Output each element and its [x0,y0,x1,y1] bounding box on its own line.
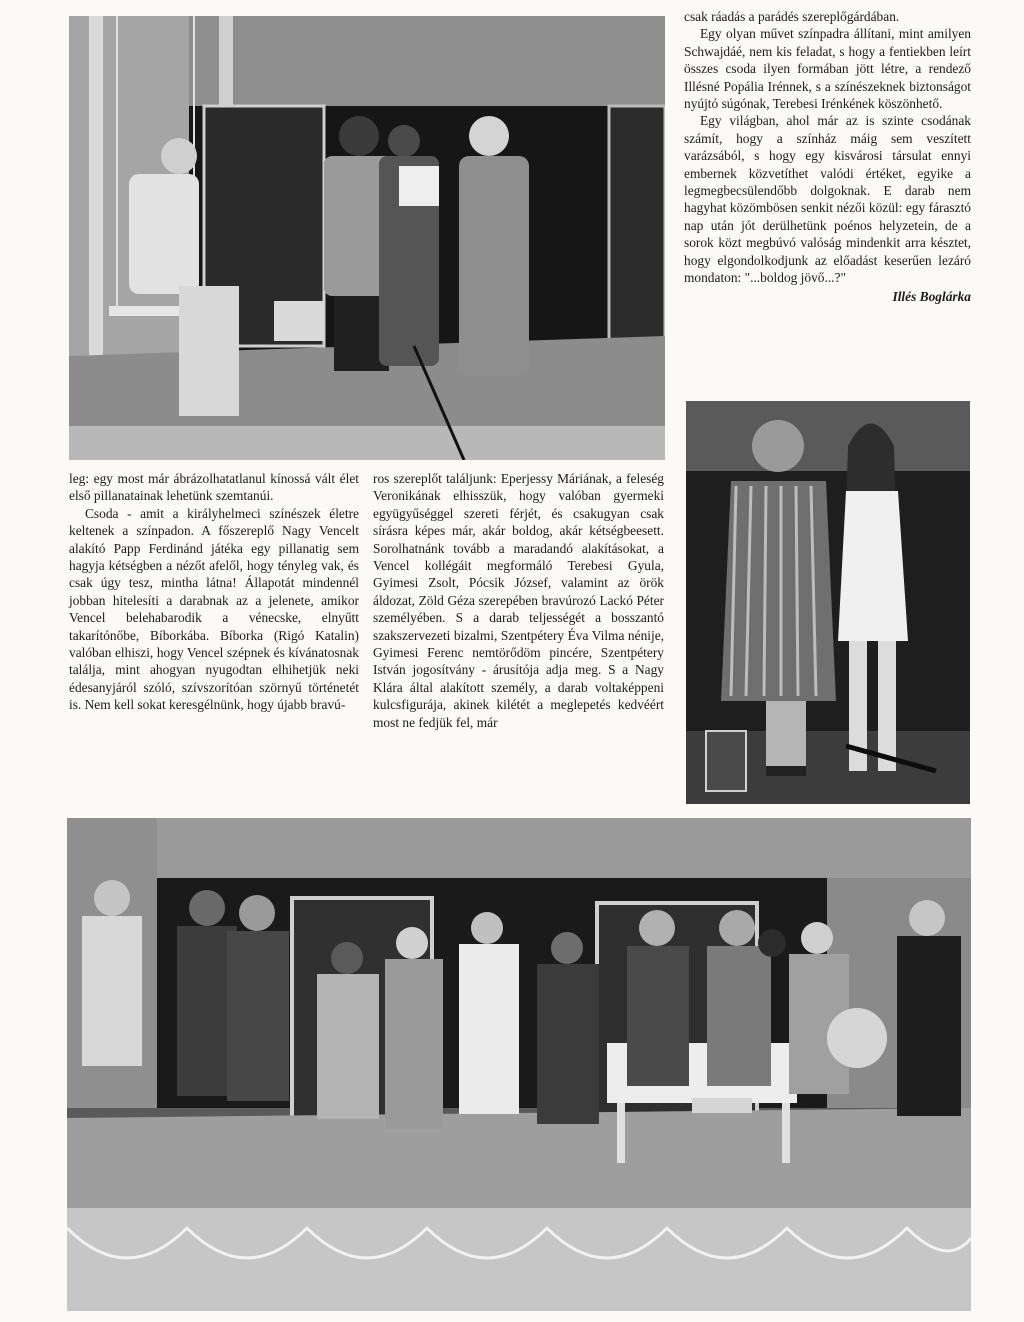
paragraph: leg: egy most már ábrázolhatatlanul kínossá vált élet első pillanatainak lehetünk szemtanúi. [69,471,359,504]
photo-couple-on-stage [686,401,970,804]
paragraph: csak ráadás a parádés szereplőgárdában. [684,9,900,24]
paragraph: Egy olyan művet színpadra állítani, mint amilyen Schwajdáé, nem kis feladat, s hogy a fentiekben leírt összes csoda ilyen formában jött létre, a rendező Illésné Popália Irénnek, s a színészeknek biztonságot nyújtó súgónak, Terebesi Irénkének köszönhető. [684,26,971,112]
paragraph: ros szereplőt találjunk: Eperjessy Máriának, a feleség Veronikának elhisszük, hogy valóban gyermeki együgyűséggel szereti férjét, és csakugyan csak sírásra képes már, akár boldog, akár kétségbeesett. Sorolhatnánk tovább a maradandó alakításokat, a Vencel kollégáit megformáló Terebesi Gyula, Gyimesi Zsolt, Pócsik József, valamint az örök áldozat, Zöld Géza szerepében bravúrozó Lackó Péter személyében. S a darab teljességét a bosszantó szakszervezeti bizalmi, Szentpétery Éva Vilma nénije, Gyimesi Ferenc nemtörődöm pincére, Szentpétery István jogosítvány - árusítója adja meg. S a Nagy Klára által alakított személy, a darab voltaképpeni kulcsfigurája, akinek kilétét a meglepetés kedvéért most ne fedjük fel, már [373,471,664,730]
photo-stage-scene-swing [69,16,665,460]
author-signature: Illés Boglárka [892,288,971,304]
photo-cast-curtain-call [67,818,971,1311]
paragraph: Csoda - amit a királyhelmeci színészek életre keltenek a színpadon. A főszereplő Nagy Vencelt alakító Papp Ferdinánd játéka egy pillanatig sem hagyja kétségben a nézőt afelől, hogy tényleg vak, és csak úgy tesz, mintha látna! Állapotát mindennél jobban hitelesíti a darabnak az a jelenete, amikor Vencel belehabarodik a vénecske, elnyűtt takarítónőbe, Bíborkába. Bíborka (Rigó Katalin) valóban elhiszi, hogy Vencel szépnek és kívánatosnak találja, mint ahogyan nyugodtan elhihetjük neki édesanyjáról szóló, szívszorítóan szörnyű történetét is. Nem kell sokat keresgélnünk, hogy újabb bravú- [69,505,359,713]
article-column-middle [373,470,664,731]
article-column-left [69,470,359,714]
article-column-right [684,8,971,305]
paragraph: Egy világban, ahol már az is szinte csodának számít, hogy a színház máig sem veszített varázsából, s hogy egy kisvárosi társulat ennyi embernek közvetíthet valódi értéket, egyike a legmegbecsülendőbb dolgoknak. E darab nem hagyhat közömbösen senkit nézői közül: egy fárasztó nap után jót derülhetünk poénos helyzetein, de a sorok közt megbúvó valóság mindenkit arra késztet, hogy elgondolkodjunk az előadást keserűen lezáró mondaton: "...boldog jövő...?" [684,113,971,286]
